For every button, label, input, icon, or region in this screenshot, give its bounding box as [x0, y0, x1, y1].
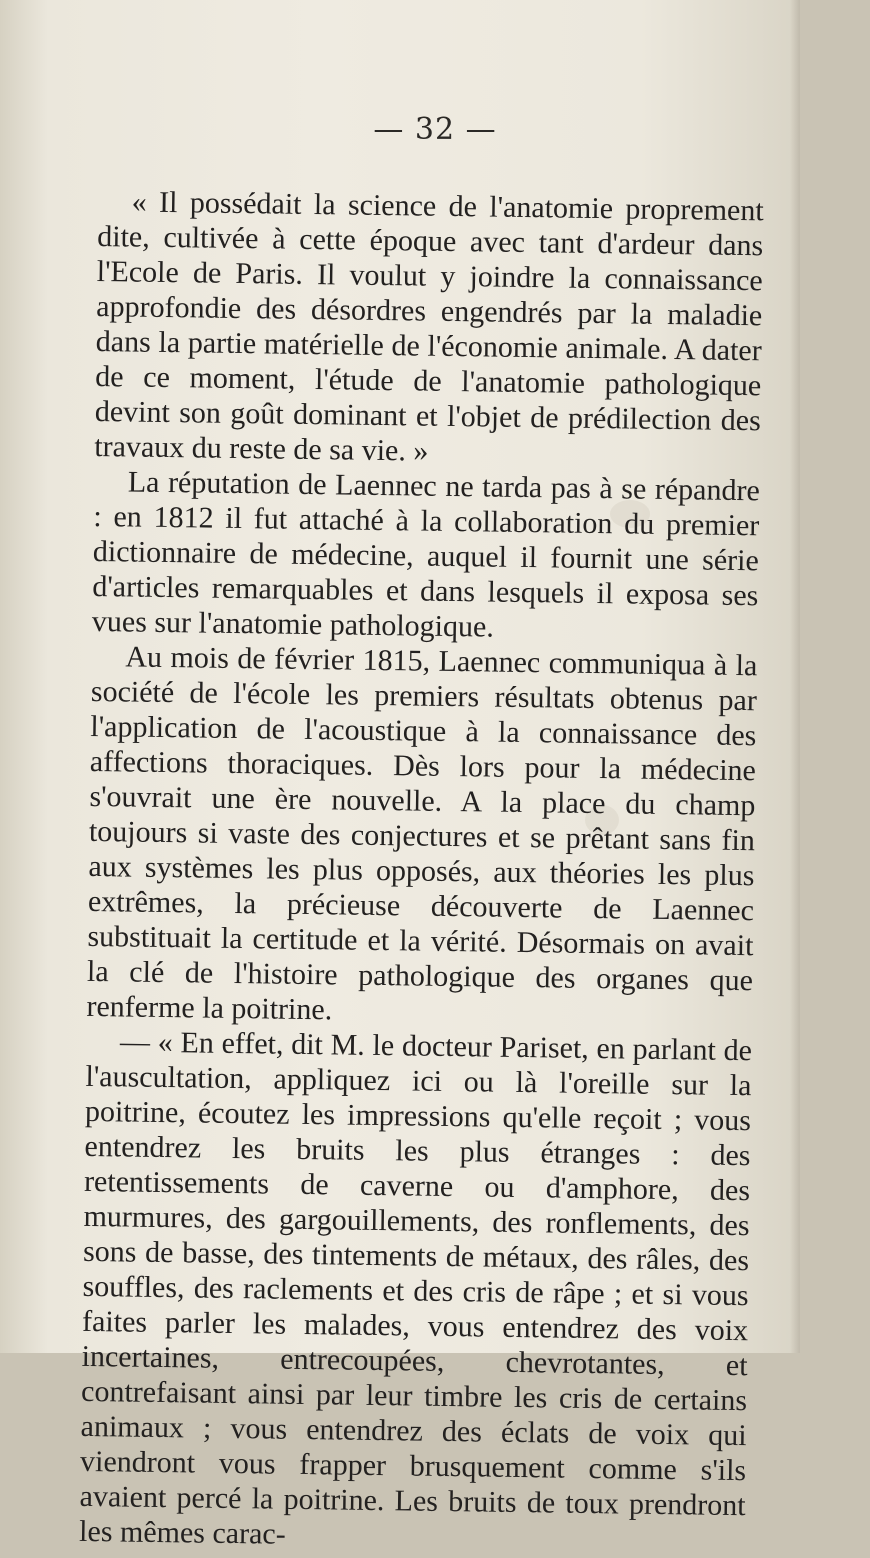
paragraph: — « En effet, dit M. le docteur Pariset, en parlant de l'auscultation, appliquez ici ou là l'oreille sur la poitrine, écoutez les impressions qu'elle reçoit ; vous entendrez les bruits les plus étranges : des retentissements de caverne ou d'amphore, des murmures, des gargouillements, des ronflements, des sons de basse, des tintements de métaux, des râles, des souffles, des raclements et des cris de râpe ; et si vous faites parler les malades, vous entendrez des voix incertaines, entrecoupées, chevrotantes, et contrefaisant ainsi par leur timbre les cris de certains animaux ; vous entendrez des éclats de voix qui viendront vous frapper brusquement comme s'ils avaient percé la poitrine. Les bruits de toux prendront les mêmes carac- [78, 1025, 753, 1551]
page-edge-shadow [790, 0, 800, 1353]
paragraph: Au mois de février 1815, Laennec communiqua à la société de l'école les premiers résultats obtenus par l'application de l'acoustique à la connaissance des affections thoraciques. Dès lors pour la médecine s'ouvrait une ère nouvelle. A la place du champ toujours si vaste des conjectures et se prêtant sans fin aux systèmes les plus opposés, aux théories les plus extrêmes, la précieuse découverte de Laennec substituait la certitude et la vérité. Désormais on avait la clé de l'histoire pathologique des organes que renferme la poitrine. [86, 640, 758, 1027]
paragraph: « Il possédait la science de l'anatomie proprement dite, cultivée à cette époque avec tant d'ardeur dans l'Ecole de Paris. Il voulut y joindre la connaissance approfondie des désordres engendrés par la maladie dans la partie matérielle de l'économie animale. A dater de ce moment, l'étude de l'anatomie pathologique devint son goût dominant et l'objet de prédilection des travaux du reste de sa vie. » [94, 185, 764, 468]
paragraph: La réputation de Laennec ne tarda pas à se répandre : en 1812 il fut attaché à la collaboration du premier dictionnaire de médecine, auquel il fournit une série d'articles remarquables et dans lesquels il exposa ses vues sur l'anatomie pathologique. [91, 465, 761, 644]
page-number: — 32 — [373, 112, 497, 147]
body-text [79, 184, 764, 1558]
